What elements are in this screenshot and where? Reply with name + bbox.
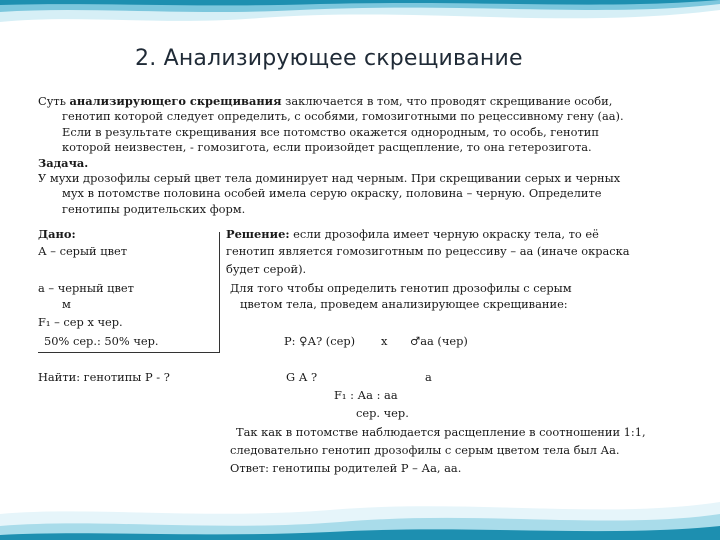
task-label: Задача. [38, 155, 89, 170]
given-a-gray: А – серый цвет [38, 244, 128, 258]
cross-f1-genotypes: F₁ : Аа : аа [334, 388, 398, 402]
cross-p-male: ♂аа (чер) [410, 334, 468, 348]
task-line-1: У мухи дрозофилы серый цвет тела доминирует над черным. При скрещивании серых и черных [38, 171, 621, 186]
cross-gamete-a: а [425, 370, 432, 384]
solution-line-4: Для того чтобы определить генотип дрозофилы с серым [230, 281, 572, 295]
given-ratio: 50% сер.: 50% чер. [44, 334, 159, 348]
given-a-black: а – черный цвет [38, 281, 134, 295]
given-divider-vertical [219, 232, 220, 352]
document-body [38, 94, 668, 217]
conclusion-line-1: Так как в потомстве наблюдается расщепление в соотношении 1:1, [236, 425, 646, 439]
cross-f1-phenotypes: сер. чер. [356, 406, 409, 420]
bottom-wave-decoration [0, 480, 720, 540]
answer-line: Ответ: генотипы родителей Р – Аа, аа. [230, 461, 462, 475]
solution-line-5: цветом тела, проведем анализирующее скрещивание: [240, 297, 568, 311]
intro-term: анализирующего скрещивания [69, 94, 282, 108]
intro-line-1: Суть анализирующего скрещивания заключается в том, что проводят скрещивание особи, [38, 94, 613, 108]
top-wave-decoration [0, 0, 720, 44]
cross-p-female: Р: ♀А? (сер) [284, 334, 356, 348]
cross-p-x: х [381, 334, 388, 348]
solution-line-1: Решение: если дрозофила имеет черную окраску тела, то её [226, 227, 599, 241]
given-m: м [62, 297, 71, 311]
cross-gametes: G А ? [286, 370, 318, 384]
conclusion-line-2: следовательно генотип дрозофилы с серым цветом тела был Аа. [230, 443, 620, 457]
task-line-3: генотипы родительских форм. [62, 201, 246, 216]
intro-line-3: Если в результате скрещивания все потомство окажется однородным, то особь, генотип [62, 124, 599, 139]
task-line-2: мух в потомстве половина особей имела серую окраску, половина – черную. Определите [62, 186, 602, 201]
intro-line-2: генотип которой следует определить, с особями, гомозиготными по рецессивному гену (аа). [62, 109, 624, 124]
given-f1: F₁ – сер х чер. [38, 315, 123, 329]
intro-line-4: которой неизвестен, - гомозигота, если произойдет расщепление, то она гетерозигота. [62, 140, 592, 155]
given-label: Дано: [38, 227, 76, 241]
solution-line-3: будет серой). [226, 262, 307, 276]
solution-line-2: генотип является гомозиготным по рецессиву – аа (иначе окраска [226, 244, 630, 258]
page-title: 2. Анализирующее скрещивание [135, 46, 523, 71]
solution-label: Решение: [226, 227, 290, 241]
given-divider-horizontal [38, 352, 220, 353]
given-find: Найти: генотипы Р - ? [38, 370, 170, 384]
